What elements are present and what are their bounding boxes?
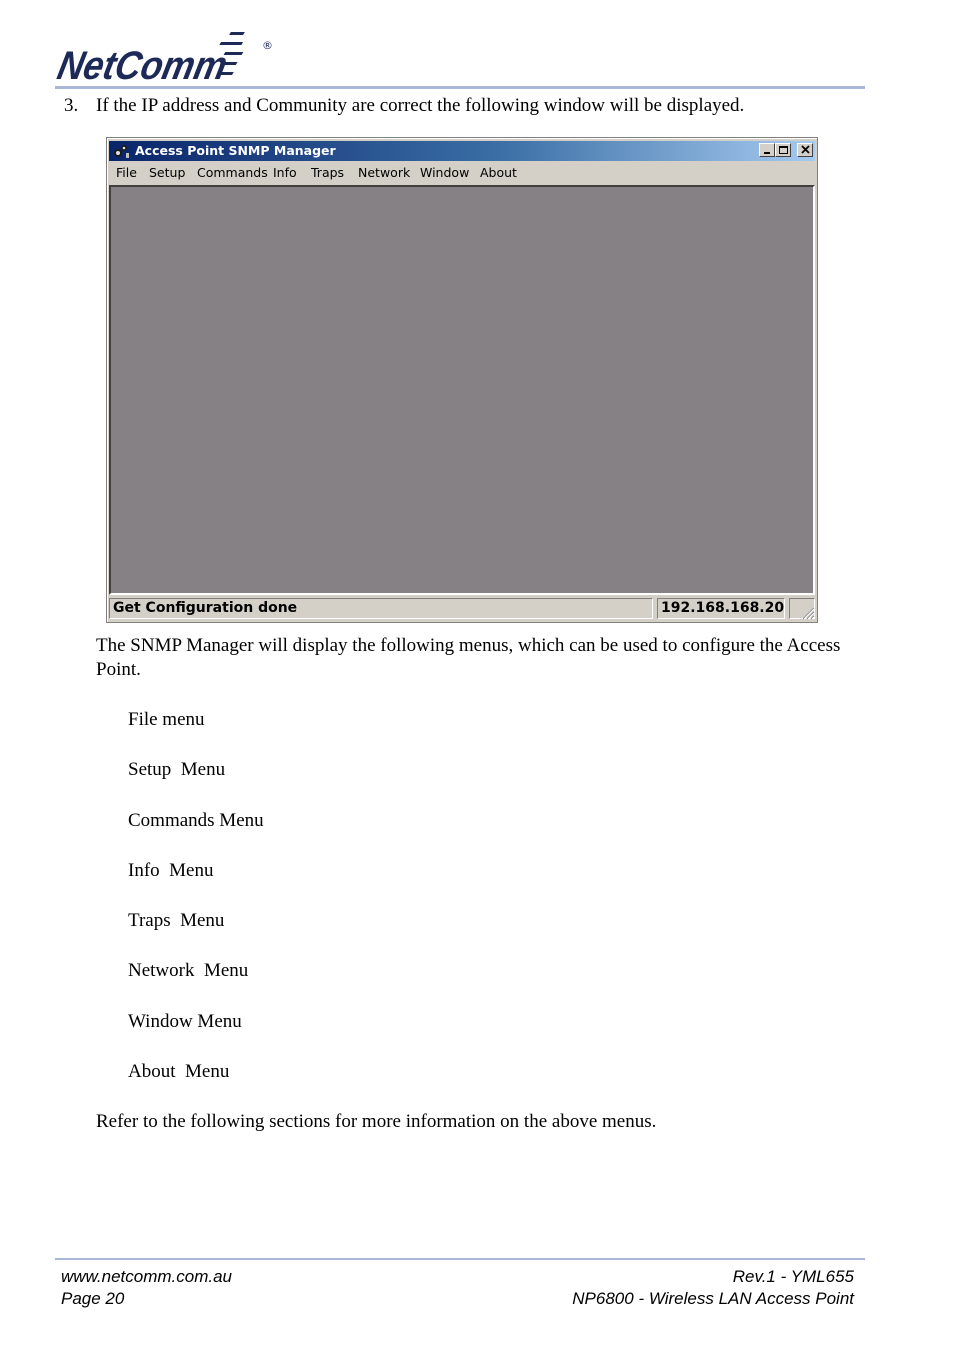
list-item: Setup Menu	[128, 759, 226, 781]
menu-bar	[109, 162, 815, 184]
step-3	[64, 94, 744, 118]
menu-info[interactable]: Info	[273, 165, 297, 180]
mdi-client-area	[109, 185, 815, 595]
footer-page-number: Page 20	[61, 1289, 125, 1308]
status-message: Get Configuration done	[109, 598, 653, 619]
footer-rule	[55, 1258, 865, 1260]
footer-product: NP6800 - Wireless LAN Access Point	[572, 1289, 854, 1308]
menu-commands[interactable]: Commands	[197, 165, 268, 180]
list-item: File menu	[128, 709, 205, 730]
close-button[interactable]	[797, 143, 813, 157]
app-icon	[112, 143, 130, 159]
menu-file[interactable]: File	[116, 165, 137, 180]
list-item: Network Menu	[128, 960, 249, 982]
status-bar	[109, 598, 815, 620]
snmp-manager-window	[106, 137, 818, 623]
footer-revision: Rev.1 - YML655	[732, 1267, 854, 1286]
step-number: 3.	[64, 95, 79, 116]
header-rule	[55, 86, 865, 89]
logo-wordmark: NetComm	[56, 42, 253, 84]
menu-window[interactable]: Window	[420, 165, 470, 180]
title-bar[interactable]	[109, 141, 815, 161]
menu-about[interactable]: About	[480, 165, 517, 180]
menu-list	[128, 708, 264, 1110]
intro-paragraph: The SNMP Manager will display the following menus, which can be used to configure the Access Point.	[96, 635, 841, 680]
menu-setup[interactable]: Setup	[149, 165, 186, 180]
maximize-button[interactable]	[775, 143, 791, 157]
refer-paragraph: Refer to the following sections for more information on the above menus.	[96, 1111, 657, 1132]
list-item: About Menu	[128, 1061, 230, 1083]
maximize-icon	[778, 145, 790, 155]
registered-mark: ®	[262, 39, 273, 52]
close-icon	[800, 145, 812, 155]
list-item: Info Menu	[128, 859, 214, 881]
resize-grip-icon[interactable]	[799, 604, 815, 620]
list-item: Traps Menu	[128, 910, 225, 932]
list-item: Window Menu	[128, 1010, 242, 1032]
step-text: If the IP address and Community are correct the following window will be displayed.	[96, 95, 745, 116]
minimize-button[interactable]	[759, 143, 775, 157]
status-ip-address: 192.168.168.20	[657, 598, 785, 619]
footer-website: www.netcomm.com.au	[61, 1267, 232, 1286]
netcomm-logo	[56, 30, 276, 84]
window-title: Access Point SNMP Manager	[135, 143, 336, 158]
menu-traps[interactable]: Traps	[311, 165, 345, 180]
menu-network[interactable]: Network	[358, 165, 411, 180]
minimize-icon	[762, 145, 774, 155]
list-item: Commands Menu	[128, 809, 264, 831]
